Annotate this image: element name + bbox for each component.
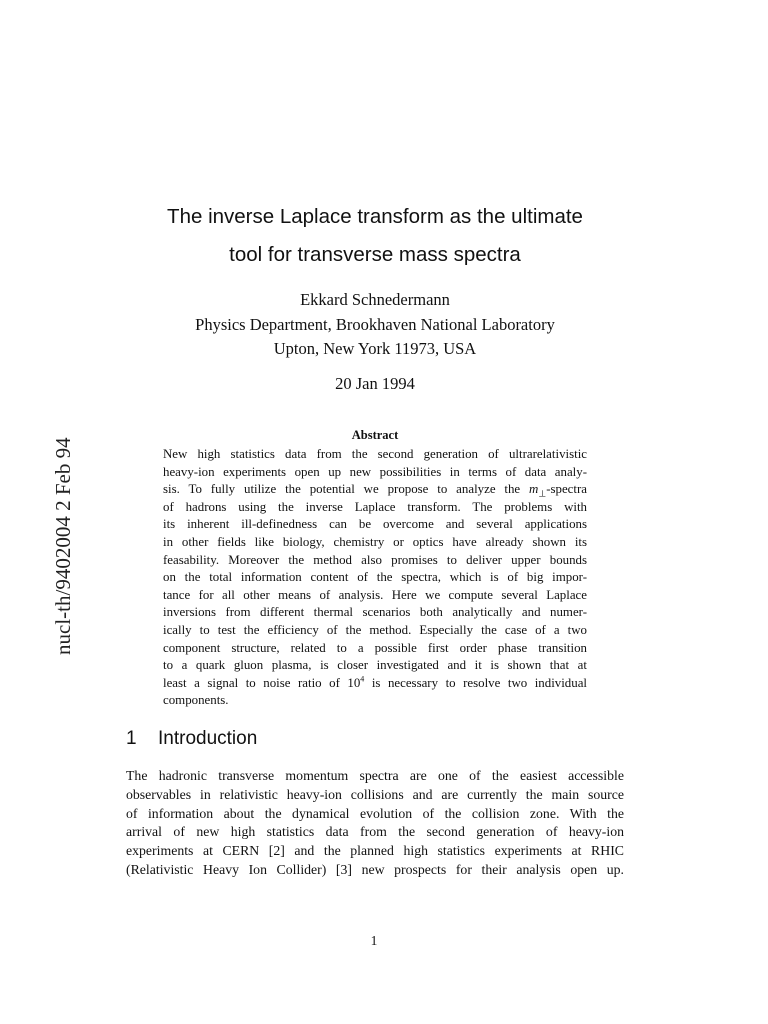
abstract-line: least a signal to noise ratio of $10^4$ is necessary to resolve two individual bbox=[163, 674, 587, 690]
abstract-line: of hadrons using the inverse Laplace transform. The problems with bbox=[163, 499, 587, 514]
abstract-line: tance for all other means of analysis. Here we compute several Laplace bbox=[163, 587, 587, 602]
intro-line: observables in relativistic heavy-ion collisions and are currently the main source bbox=[126, 786, 624, 802]
abstract-line: heavy-ion experiments open up new possibilities in terms of data analy- bbox=[163, 464, 587, 479]
abstract-text bbox=[163, 446, 587, 710]
paper-date: 20 Jan 1994 bbox=[335, 374, 415, 393]
title-line-1: The inverse Laplace transform as the ultimate bbox=[167, 205, 583, 228]
intro-line: arrival of new high statistics data from the second generation of heavy-ion bbox=[126, 824, 624, 840]
arxiv-identifier: nucl-th/9402004 2 Feb 94 bbox=[51, 437, 75, 655]
intro-line: (Relativistic Heavy Ion Collider) [3] new prospects for their analysis open up. bbox=[126, 861, 624, 877]
abstract-line: inversions from different thermal scenarios both analytically and numer- bbox=[163, 605, 587, 620]
author-block bbox=[100, 288, 650, 362]
abstract-heading: Abstract bbox=[351, 428, 399, 442]
intro-line: The hadronic transverse momentum spectra are one of the easiest accessible bbox=[126, 768, 624, 783]
section-title: Introduction bbox=[158, 728, 258, 749]
intro-line: experiments at CERN [2] and the planned high statistics experiments at RHIC bbox=[126, 843, 624, 859]
abstract-line: sis. To fully utilize the potential we propose to analyze the $m_\perp$-spectra bbox=[163, 482, 587, 499]
page-number: 1 bbox=[370, 933, 378, 948]
title-line-2: tool for transverse mass spectra bbox=[229, 243, 521, 266]
abstract-line: component structure, related to a possible first order phase transition bbox=[163, 640, 587, 655]
section-number: 1 bbox=[126, 728, 137, 749]
intro-line: of information about the dynamical evolution of the collision zone. With the bbox=[126, 805, 624, 821]
abstract-line: New high statistics data from the second generation of ultrarelativistic bbox=[163, 447, 587, 461]
section-heading bbox=[126, 726, 257, 752]
paper-title bbox=[100, 198, 650, 274]
introduction-text bbox=[126, 767, 624, 880]
abstract-line: ically to test the efficiency of the method. Especially the case of a two bbox=[163, 622, 587, 637]
abstract-line: its inherent ill-definedness can be overcome and several applications bbox=[163, 517, 587, 532]
abstract-line: in other fields like biology, chemistry or optics have already shown its bbox=[163, 534, 587, 549]
abstract-line: to a quark gluon plasma, is closer investigated and it is shown that at bbox=[163, 658, 587, 673]
author-affiliation: Physics Department, Brookhaven National Laboratory bbox=[195, 314, 555, 334]
abstract-line: components. bbox=[163, 693, 229, 708]
abstract-line: on the total information content of the spectra, which is of big impor- bbox=[163, 570, 587, 585]
author-name: Ekkard Schnedermann bbox=[300, 290, 450, 309]
abstract-line: feasability. Moreover the method also promises to deliver upper bounds bbox=[163, 552, 587, 567]
author-address: Upton, New York 11973, USA bbox=[273, 339, 477, 358]
